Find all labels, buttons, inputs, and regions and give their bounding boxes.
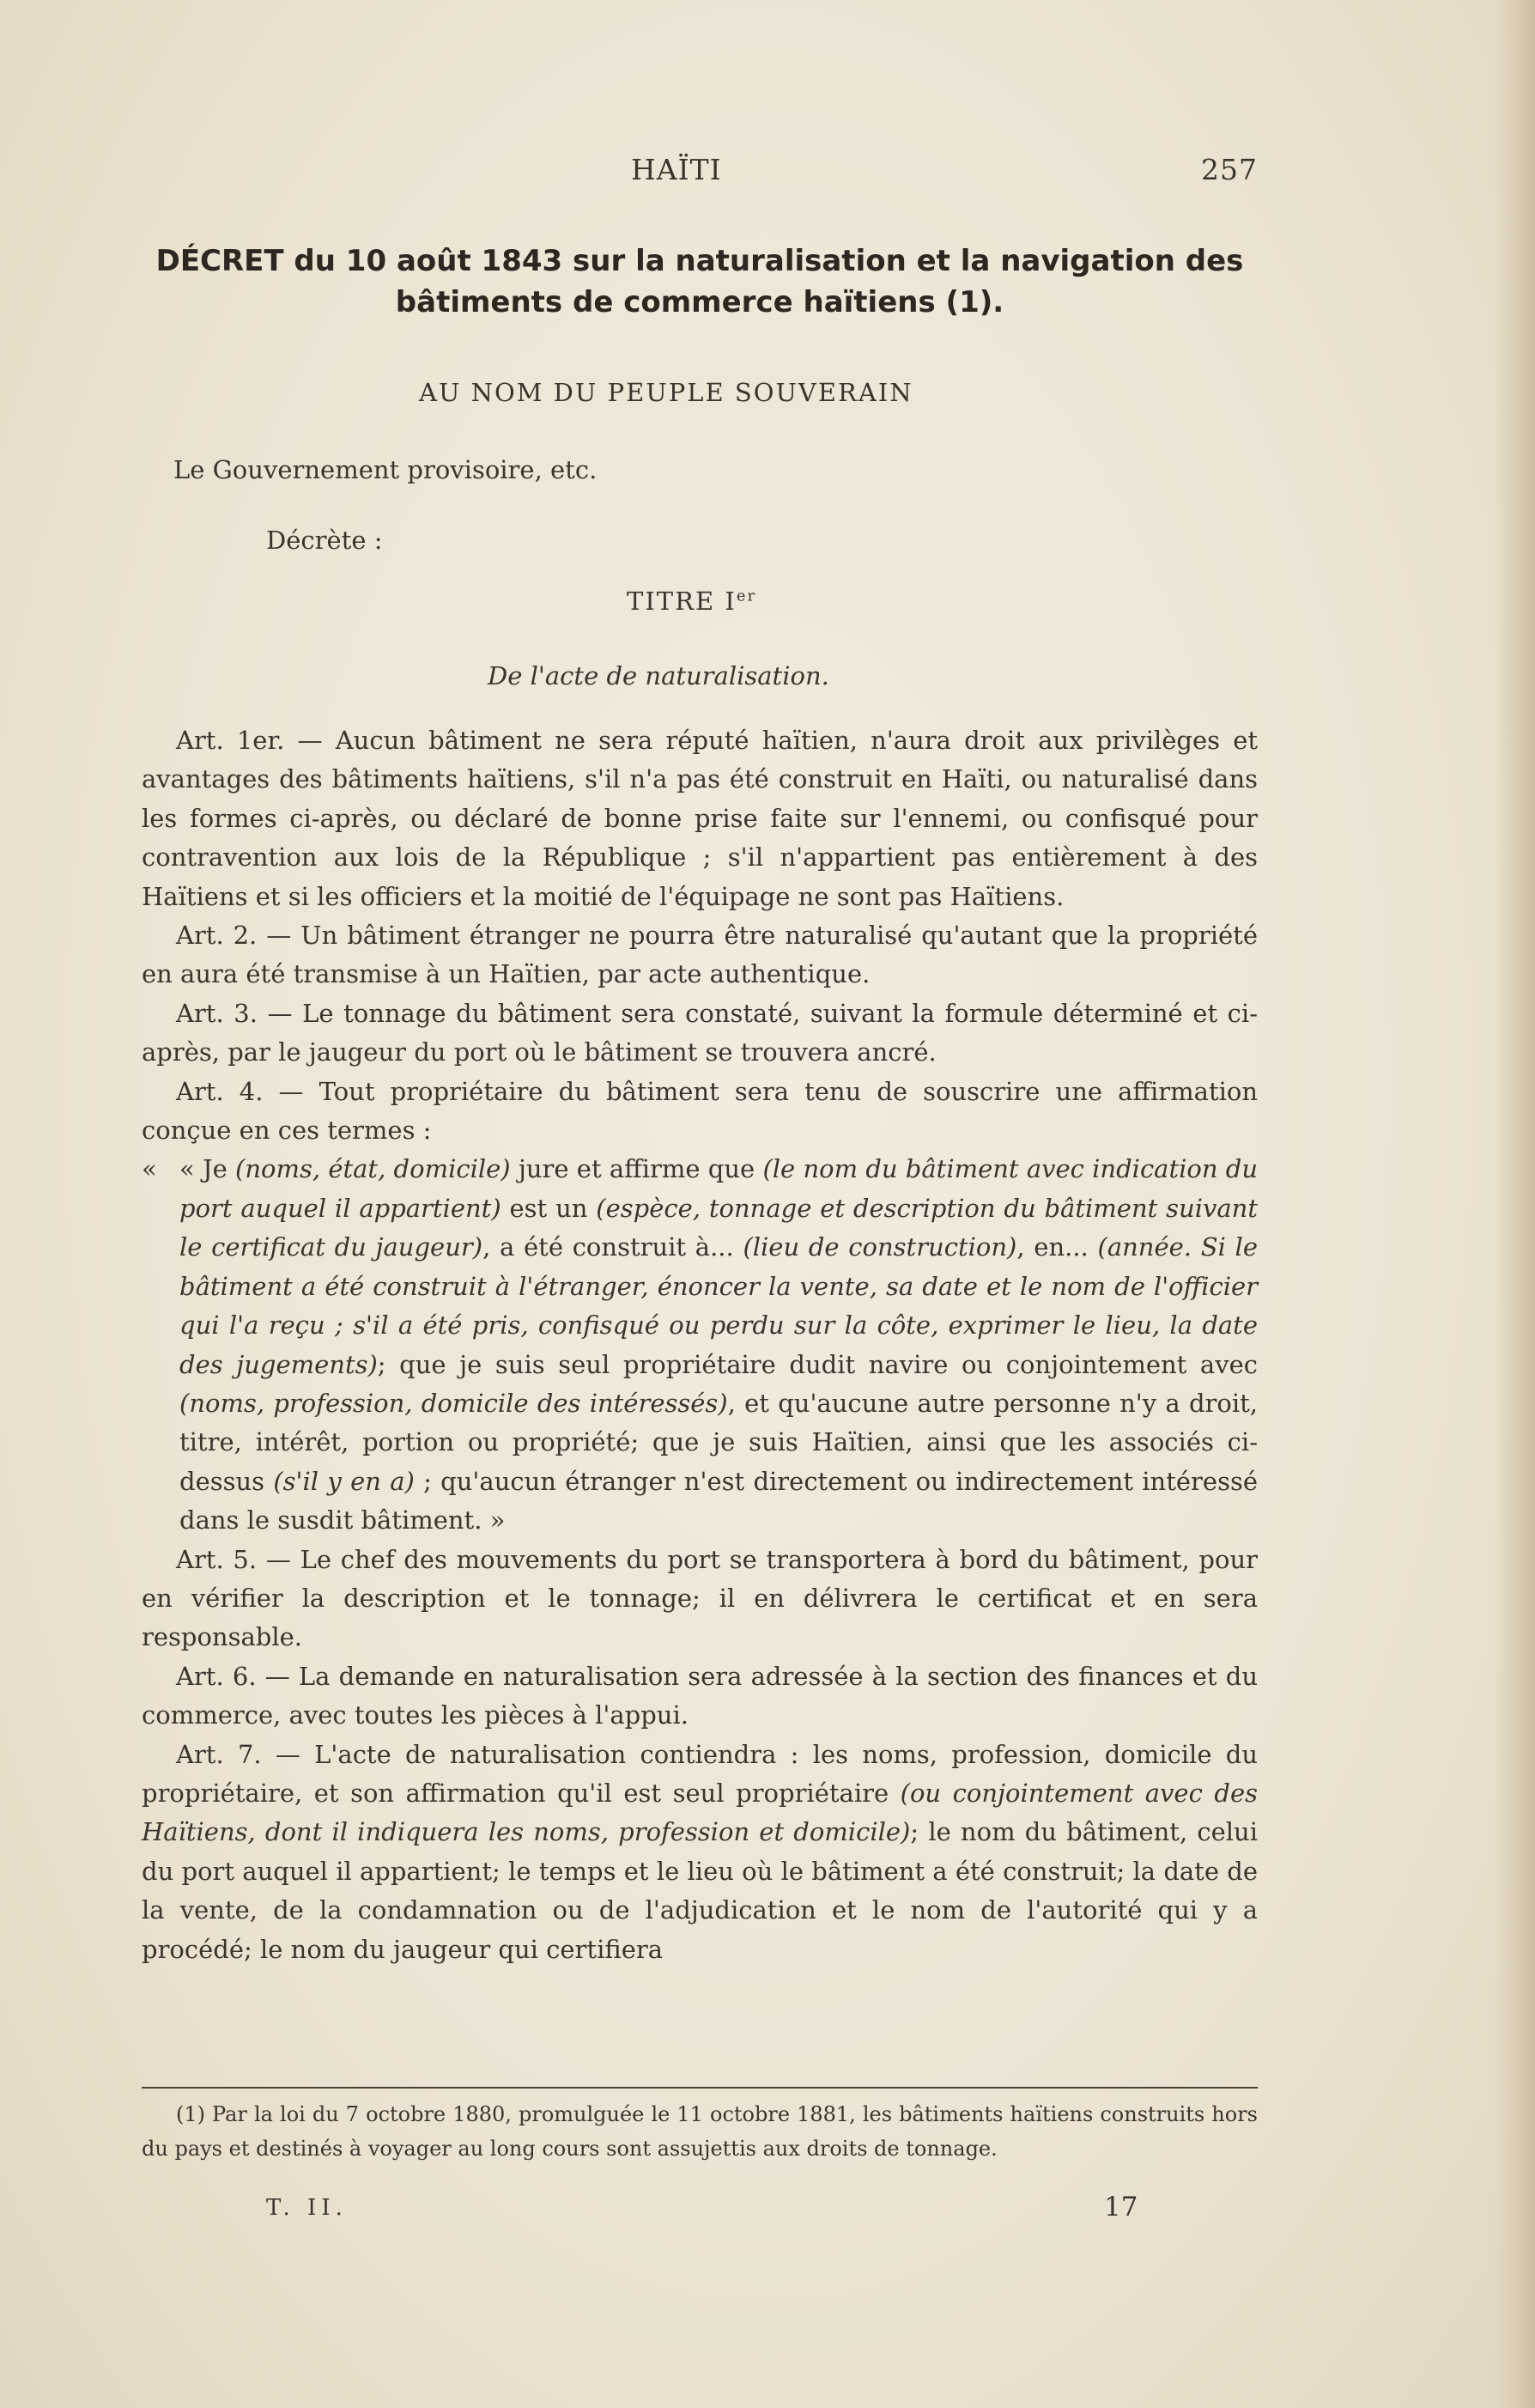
quote-italic: (s'il y en a) xyxy=(273,1466,415,1496)
quote-italic: (noms, profession, domicile des intéressés) xyxy=(179,1388,728,1418)
page-number: 257 xyxy=(1201,153,1258,186)
quote-text: , en... xyxy=(1016,1232,1098,1262)
article-text: — Le tonnage du bâtiment sera constaté, suivant la formule déterminé et ci-après, par le jaugeur du port où le bâtiment se trouvera ancré. xyxy=(142,998,1258,1067)
article-3 xyxy=(142,994,1258,1073)
article-text: — Aucun bâtiment ne sera réputé haïtien, n'aura droit aux privilèges et avantages des bâtiments haïtiens, s'il n'a pas été construit en Haïti, ou naturalisé dans les formes ci-après, ou déclaré de bonne prise faite sur l'ennemi, ou confisqué pour contravention aux lois de la République ; s'il n'appartient pas entièrement à des Haïtiens et si les officiers et la moitié de l'équipage ne sont pas Haïtiens. xyxy=(142,726,1259,911)
article-text: — L'acte de naturalisation contiendra : les noms, profession, domicile du propriétaire, et son affirmation qu'il est seul propriétaire xyxy=(142,1739,1258,1808)
article-text: ; le nom du bâtiment, celui du port auquel il appartient; le temps et le lieu où le bâtiment a été construit; la date de la vente, de la condamnation ou de l'adjudication et le nom de l'autorité qui y a procédé; le nom du jaugeur qui certifiera xyxy=(142,1817,1258,1964)
decree-title: DÉCRET du 10 août 1843 sur la naturalisation et la navigation des bâtiments de commerce haïtiens (1). xyxy=(155,244,1244,319)
quote-text: ; que je suis seul propriétaire dudit navire ou conjointement avec xyxy=(377,1349,1258,1379)
section-subtitle: De l'acte de naturalisation. xyxy=(488,661,829,690)
article-text: — La demande en naturalisation sera adressée à la section des finances et du commerce, avec toutes les pièces à l'appui. xyxy=(142,1661,1259,1730)
quote-text: est un xyxy=(501,1193,597,1223)
decree-body xyxy=(142,721,1258,1969)
article-7 xyxy=(142,1736,1258,1969)
quote-italic: (le nom du bâtiment avec indication du port auquel il appartient) xyxy=(179,1154,1259,1223)
footnote-text: (1) Par la loi du 7 octobre 1880, promulguée le 11 octobre 1881, les bâtiments haïtiens construits hors du pays et destinés à voyager au long cours sont assujettis aux droits de tonnage. xyxy=(142,2102,1258,2161)
article-label: Art. 2. xyxy=(176,921,258,951)
section-title-sup: er xyxy=(736,587,757,605)
article-label: Art. 4. xyxy=(176,1076,264,1106)
quote-italic: (lieu de construction) xyxy=(743,1232,1017,1262)
page-edge-shadow xyxy=(1494,0,1535,2408)
preamble-decrees: Décrète : xyxy=(266,526,383,555)
article-4 xyxy=(142,1073,1258,1151)
invocation: AU NOM DU PEUPLE SOUVERAIN xyxy=(419,378,913,407)
article-label: Art. 1er. xyxy=(176,726,285,755)
section-title xyxy=(627,587,756,616)
article-5 xyxy=(142,1541,1258,1657)
article-text: — Le chef des mouvements du port se transportera à bord du bâtiment, pour en vérifier la description et le tonnage; il en délivrera le certificat et en sera responsable. xyxy=(142,1544,1258,1652)
quote-italic: (année. Si le bâtiment a été construit à l'étranger, énoncer la vente, sa date et le nom de l'officier qui l'a reçu ; s'il a été pris, confisqué ou perdu sur la côte, exprimer le lieu, la date des jugements) xyxy=(179,1232,1258,1379)
article-text-italic: (ou conjointement avec des Haïtiens, dont il indiquera les noms, profession et domicile) xyxy=(142,1778,1258,1847)
article-text: — Tout propriétaire du bâtiment sera tenu de souscrire une affirmation conçue en ces termes : xyxy=(142,1076,1259,1146)
quote-text: jure et affirme que xyxy=(510,1154,763,1184)
article-label: Art. 5. xyxy=(176,1544,258,1574)
article-1 xyxy=(142,721,1258,916)
footnote-divider xyxy=(142,2087,1258,2089)
quote-text: , et qu'aucune autre personne n'y a droit, titre, intérêt, portion ou propriété; que je suis Haïtien, ainsi que les associés ci-dessus xyxy=(179,1388,1259,1496)
volume-mark: T. II. xyxy=(266,2195,348,2221)
section-title-text: TITRE I xyxy=(627,587,737,616)
article-label: Art. 3. xyxy=(176,998,258,1028)
signature-mark: 17 xyxy=(1104,2192,1138,2223)
article-2 xyxy=(142,916,1258,994)
quote-text: , a été construit à... xyxy=(482,1232,743,1262)
article-6 xyxy=(142,1657,1258,1736)
running-header xyxy=(142,153,1258,196)
quote-text: ; qu'aucun étranger n'est directement ou indirectement intéressé dans le susdit bâtiment. » xyxy=(179,1466,1258,1535)
preamble-government: Le Gouvernement provisoire, etc. xyxy=(173,455,598,484)
quote-italic: (noms, état, domicile) xyxy=(235,1154,511,1184)
quote-italic: (espèce, tonnage et description du bâtiment suivant le certificat du jaugeur) xyxy=(179,1193,1258,1262)
article-label: Art. 6. xyxy=(176,1661,257,1691)
quote-text: « Je xyxy=(179,1154,236,1184)
affirmation-formula xyxy=(142,1150,1258,1540)
article-label: Art. 7. xyxy=(176,1739,262,1769)
article-text: — Un bâtiment étranger ne pourra être naturalisé qu'autant que la propriété en aura été transmise à un Haïtien, par acte authentique. xyxy=(142,921,1258,989)
footnote xyxy=(142,2097,1258,2166)
running-title: HAÏTI xyxy=(631,153,722,186)
